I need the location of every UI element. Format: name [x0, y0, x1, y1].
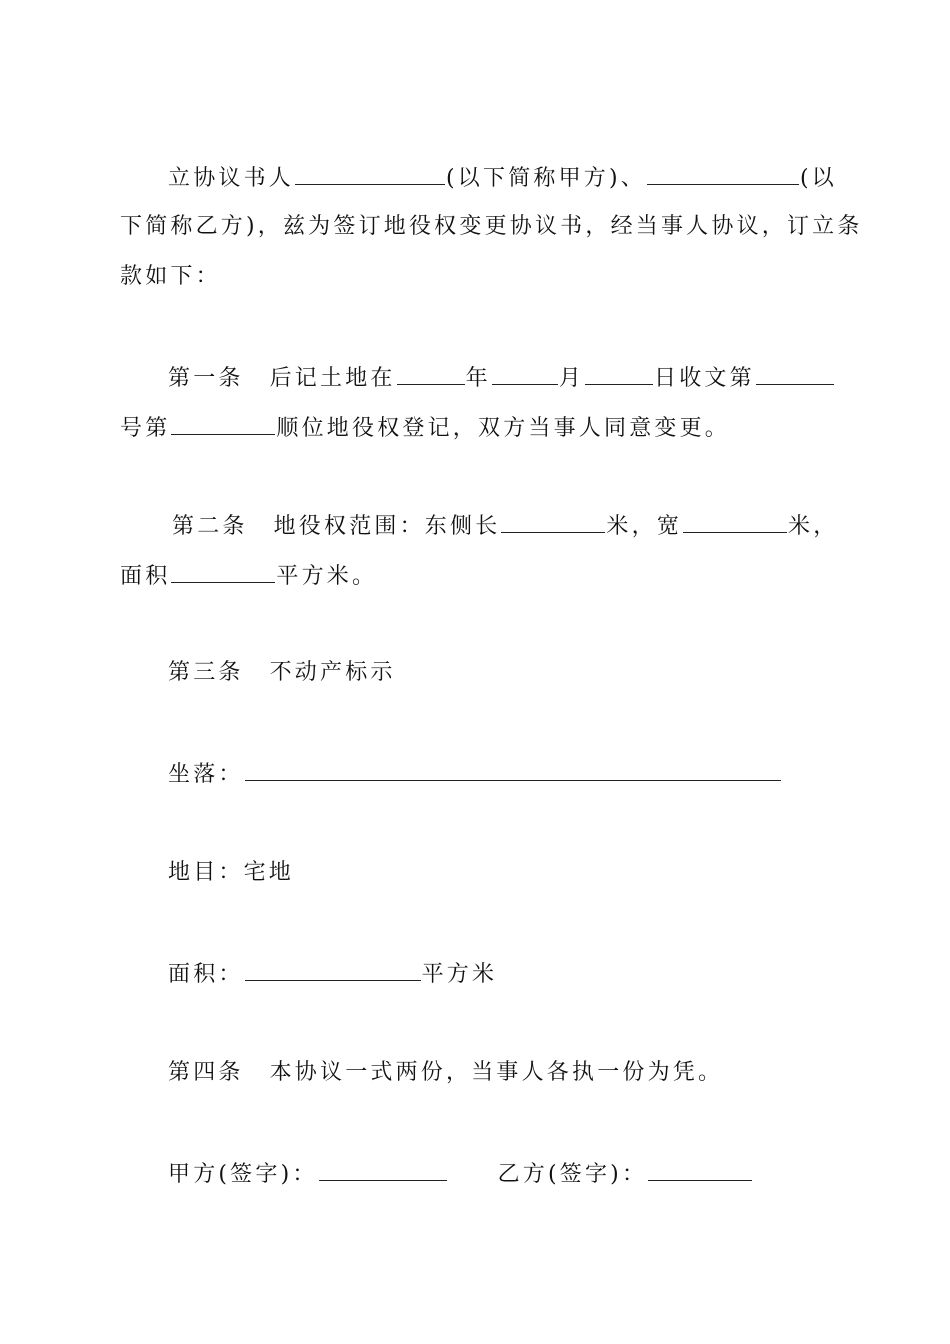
intro-text-b: (以下简称甲方)、: [446, 166, 646, 191]
signature-line: [168, 1158, 753, 1190]
year-label: 年: [465, 366, 491, 391]
receipt-number-blank: [756, 362, 834, 385]
meter-width-text: 米，宽: [606, 514, 683, 539]
article-2-text-a: 地役权范围：东侧长: [273, 514, 501, 539]
article-1-line-2-b: 顺位地役权登记，双方当事人同意变更。: [276, 416, 731, 441]
area-unit: 平方米: [421, 962, 498, 987]
order-blank: [171, 412, 275, 435]
meter-end-text: 米，: [788, 514, 839, 539]
article-2-line-2: [120, 560, 377, 592]
intro-line-2: 下简称乙方)，兹为签订地役权变更协议书，经当事人协议，订立条: [120, 214, 863, 239]
area-blank: [245, 958, 421, 981]
article-4-text: 本协议一式两份，当事人各执一份为凭。: [269, 1060, 724, 1085]
party-b-blank: [647, 162, 799, 185]
party-a-signature-blank: [319, 1158, 447, 1181]
width-blank: [683, 510, 787, 533]
article-1-label: 第一条: [168, 366, 244, 391]
area-line: [168, 958, 497, 990]
article-3-title: 不动产标示: [269, 660, 396, 685]
article-3-heading: [168, 658, 396, 688]
article-1-text-a: 后记土地在: [269, 366, 396, 391]
year-blank: [397, 362, 465, 385]
party-b-signature-blank: [648, 1158, 752, 1181]
area-label: 面积：: [168, 962, 244, 987]
intro-text-c: (以: [799, 166, 837, 191]
intro-text-a: 立协议书人: [168, 166, 295, 191]
party-b-signature-label: 乙方(签字)：: [497, 1162, 648, 1187]
land-type-line: 地目：宅地: [168, 860, 295, 885]
area-range-blank: [171, 560, 275, 583]
article-4-label: 第四条: [168, 1060, 244, 1085]
article-4-line: [168, 1058, 723, 1088]
article-1-line-1: [168, 362, 835, 394]
length-blank: [501, 510, 605, 533]
article-2-line-2-a: 面积: [120, 564, 171, 589]
intro-line-3: 款如下：: [120, 264, 221, 289]
article-1-line-2: [120, 412, 730, 444]
location-line: [168, 758, 782, 790]
article-2-line-1: [172, 510, 838, 542]
article-2-label: 第二条: [172, 514, 248, 539]
party-a-blank: [295, 162, 445, 185]
month-blank: [492, 362, 558, 385]
party-a-signature-label: 甲方(签字)：: [168, 1162, 318, 1187]
article-1-line-2-a: 号第: [120, 416, 171, 441]
article-2-line-2-b: 平方米。: [276, 564, 378, 589]
month-label: 月: [558, 366, 585, 391]
location-label: 坐落：: [168, 762, 244, 787]
intro-line-1: [168, 162, 837, 194]
location-blank: [245, 758, 781, 781]
day-text: 日收文第: [654, 366, 755, 391]
day-blank: [585, 362, 653, 385]
article-3-label: 第三条: [168, 660, 244, 685]
